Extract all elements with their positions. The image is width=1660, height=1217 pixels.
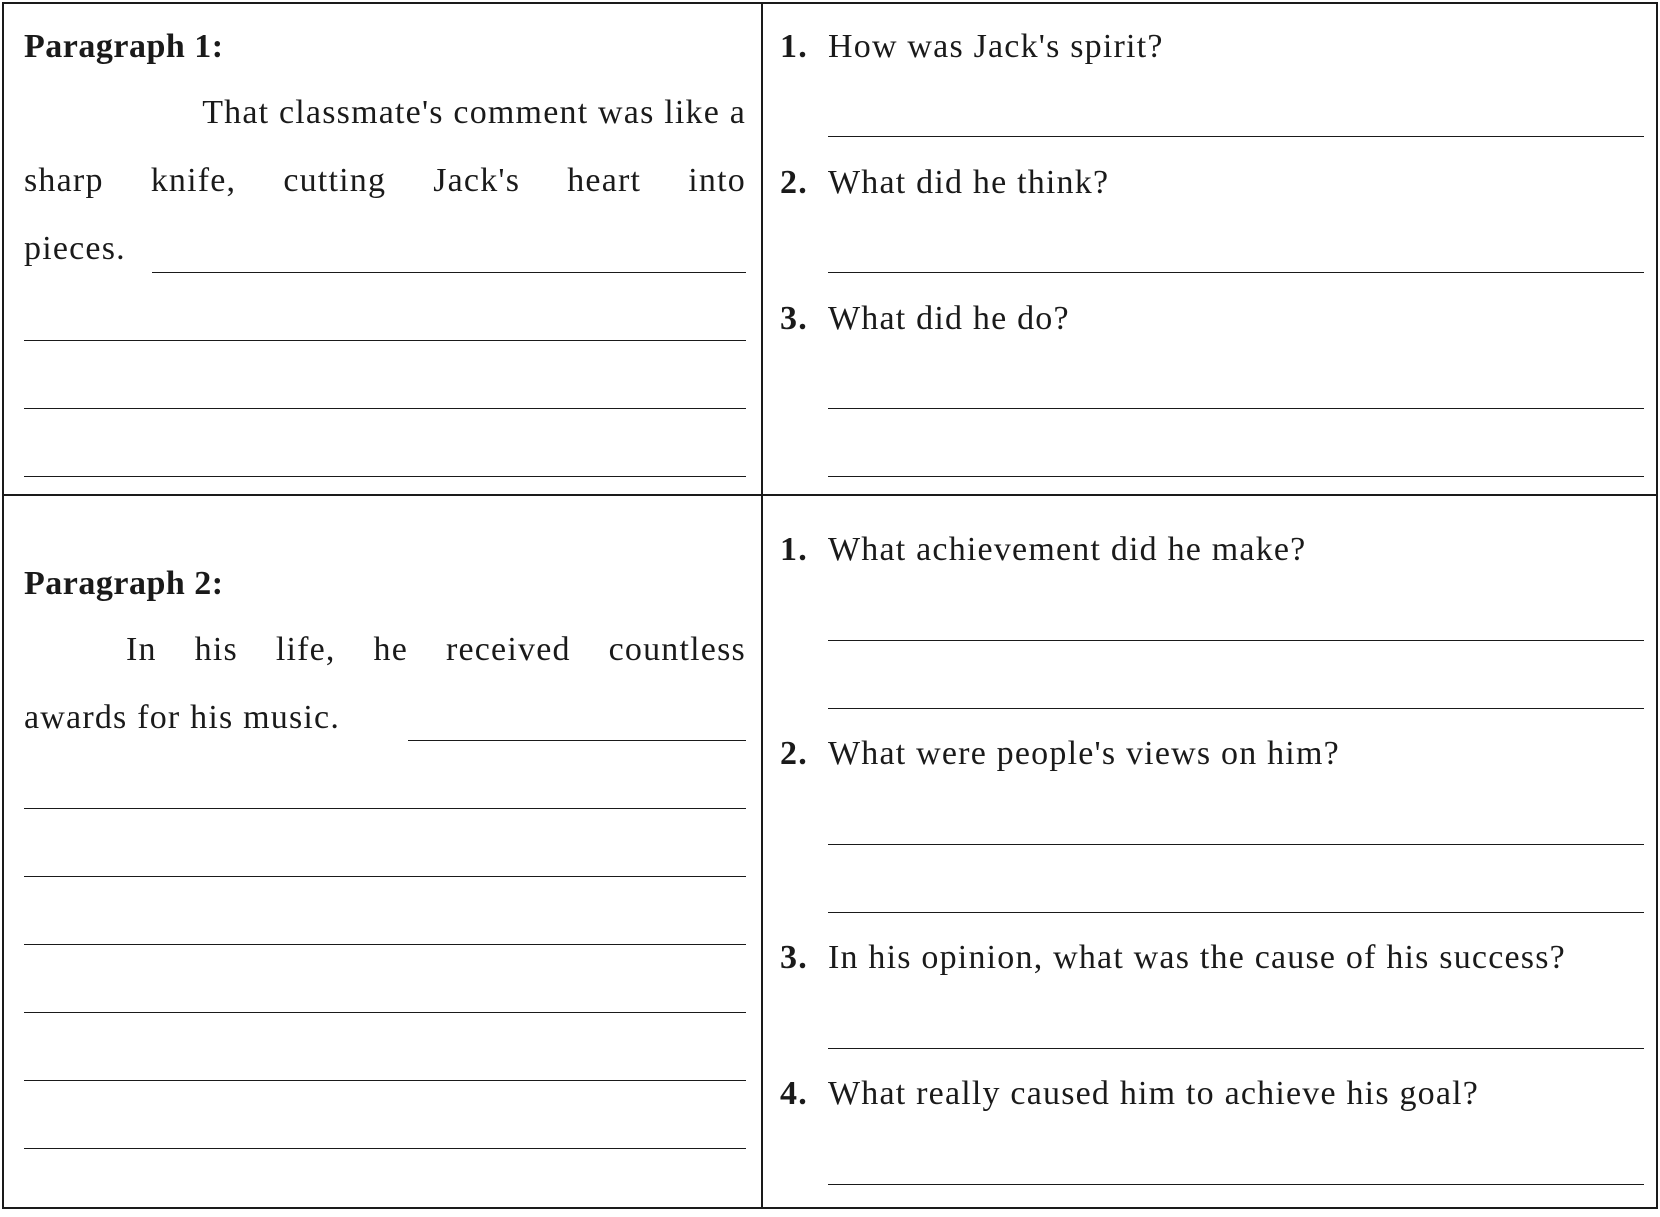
question-text: In his opinion, what was the cause of his success? <box>828 939 1566 976</box>
paragraph-2-question-1-answer-blank[interactable] <box>828 640 1644 641</box>
paragraph-2-line-2-text: awards for his music. <box>24 699 341 736</box>
paragraph-2-answer-blank[interactable] <box>408 740 746 741</box>
paragraph-1-answer-blank[interactable] <box>24 340 746 341</box>
paragraph-1-question-2 <box>780 166 1109 200</box>
column-divider <box>761 4 763 1207</box>
paragraph-1-answer-blank[interactable] <box>24 408 746 409</box>
paragraph-1-line-1 <box>104 96 746 130</box>
question-number: 1. <box>780 531 808 568</box>
paragraph-2-heading-text: Paragraph 2 <box>24 565 212 602</box>
question-number: 4. <box>780 1075 808 1112</box>
paragraph-1-line-3 <box>24 232 126 266</box>
paragraph-1-word: into <box>688 162 746 199</box>
paragraph-2-answer-blank[interactable] <box>24 1080 746 1081</box>
paragraph-2-answer-blank[interactable] <box>24 1148 746 1149</box>
paragraph-2-question-4 <box>780 1077 1479 1111</box>
question-number: 3. <box>780 300 808 337</box>
paragraph-2-question-2-answer-blank[interactable] <box>828 844 1644 845</box>
question-text: How was Jack's spirit? <box>828 28 1164 65</box>
paragraph-2-word: received <box>445 631 571 668</box>
paragraph-2-question-3-answer-blank[interactable] <box>828 1048 1644 1049</box>
paragraph-1-heading-colon: : <box>211 28 224 65</box>
paragraph-1-word: heart <box>567 162 642 199</box>
paragraph-2-heading-colon: : <box>211 565 224 602</box>
question-text: What really caused him to achieve his goal? <box>828 1075 1480 1112</box>
paragraph-1-question-2-answer-blank[interactable] <box>828 272 1644 273</box>
question-text: What achievement did he make? <box>828 531 1307 568</box>
question-number: 3. <box>780 939 808 976</box>
paragraph-2-word: In <box>126 631 157 668</box>
question-text: What did he do? <box>828 300 1070 337</box>
paragraph-1-question-3-answer-blank[interactable] <box>828 476 1644 477</box>
question-text: What were people's views on him? <box>828 735 1340 772</box>
paragraph-2-question-4-answer-blank[interactable] <box>828 1184 1644 1185</box>
question-number: 2. <box>780 164 808 201</box>
paragraph-1-answer-blank[interactable] <box>152 272 746 273</box>
paragraph-2-answer-blank[interactable] <box>24 808 746 809</box>
paragraph-1-heading-text: Paragraph 1 <box>24 28 212 65</box>
paragraph-2-word: his <box>194 631 238 668</box>
paragraph-2-line-2 <box>24 701 340 735</box>
paragraph-2-question-2 <box>780 737 1340 771</box>
paragraph-2-answer-blank[interactable] <box>24 1012 746 1013</box>
paragraph-1-line-3-text: pieces. <box>24 230 126 267</box>
paragraph-1-word: knife, <box>150 162 237 199</box>
paragraph-1-question-3 <box>780 302 1070 336</box>
paragraph-2-word: life, <box>275 631 336 668</box>
row-divider <box>4 494 1656 496</box>
paragraph-1-line-1-text: That classmate's comment was like a <box>202 94 746 131</box>
paragraph-1-question-3-answer-blank[interactable] <box>828 408 1644 409</box>
paragraph-2-line-1 <box>126 633 746 667</box>
paragraph-2-word: he <box>373 631 409 668</box>
paragraph-2-word: countless <box>608 631 746 668</box>
paragraph-2-question-3 <box>780 941 1566 975</box>
paragraph-1-line-2 <box>24 164 746 198</box>
paragraph-1-question-1 <box>780 30 1164 64</box>
worksheet-table <box>2 2 1658 1209</box>
paragraph-2-answer-blank[interactable] <box>24 876 746 877</box>
paragraph-2-question-1 <box>780 533 1306 567</box>
paragraph-1-heading <box>24 30 224 64</box>
question-text: What did he think? <box>828 164 1110 201</box>
paragraph-1-word: cutting <box>283 162 387 199</box>
question-number: 1. <box>780 28 808 65</box>
paragraph-2-question-1-answer-blank[interactable] <box>828 708 1644 709</box>
paragraph-2-question-2-answer-blank[interactable] <box>828 912 1644 913</box>
paragraph-1-word: Jack's <box>433 162 521 199</box>
question-number: 2. <box>780 735 808 772</box>
paragraph-1-word: sharp <box>24 162 104 199</box>
paragraph-2-heading <box>24 567 224 601</box>
paragraph-2-answer-blank[interactable] <box>24 944 746 945</box>
paragraph-1-answer-blank[interactable] <box>24 476 746 477</box>
paragraph-1-question-1-answer-blank[interactable] <box>828 136 1644 137</box>
